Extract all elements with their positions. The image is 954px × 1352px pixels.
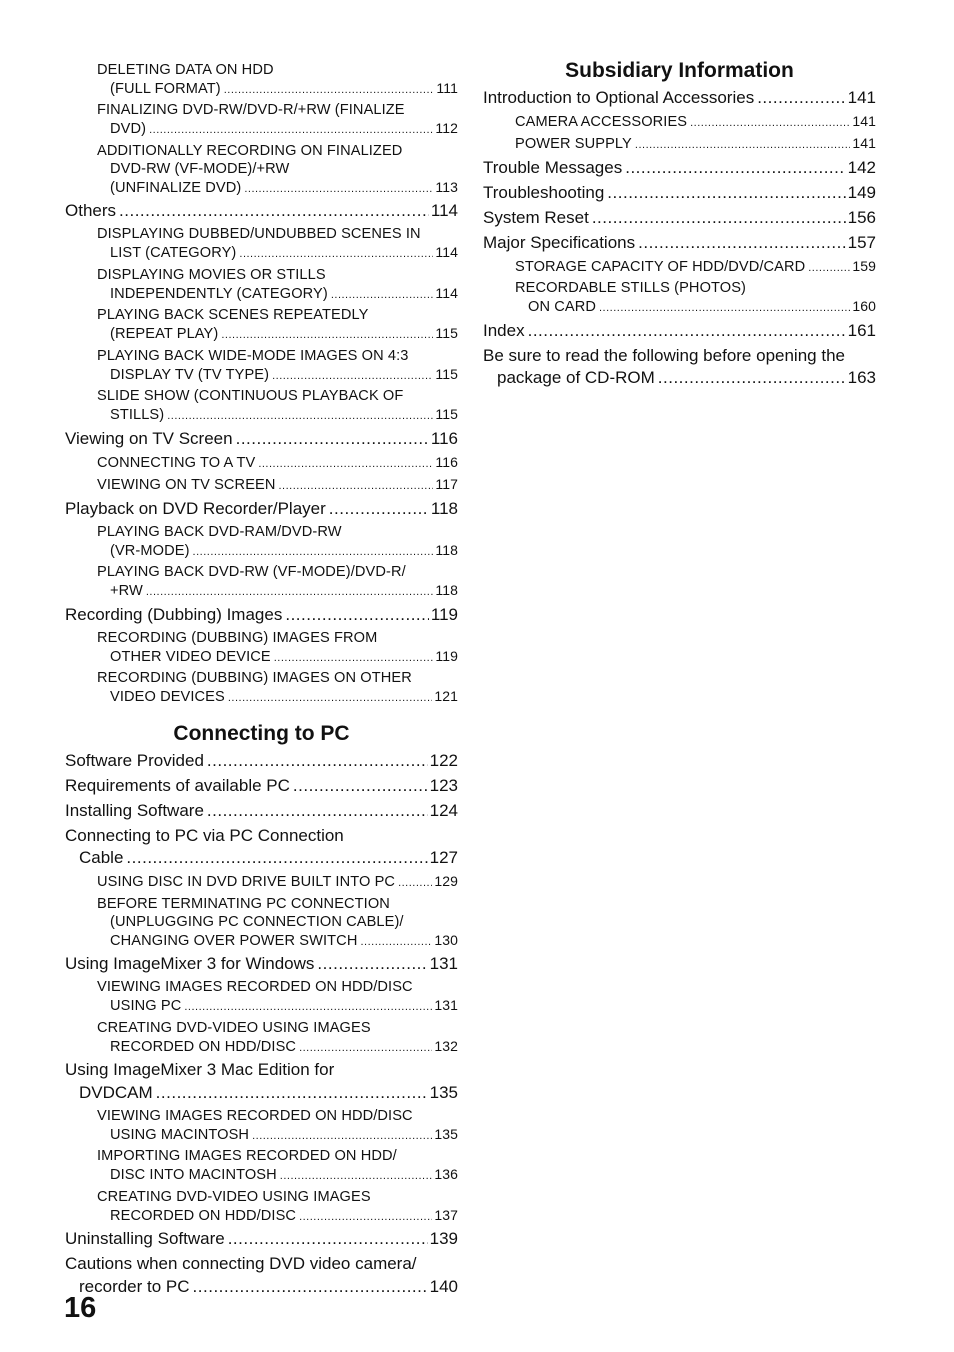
toc-entry-text: DISPLAYING DUBBED/UNDUBBED SCENES IN bbox=[97, 226, 421, 242]
toc-entry-power-supply[interactable] bbox=[483, 134, 876, 154]
toc-entry-text: ADDITIONALLY RECORDING ON FINALIZED bbox=[97, 142, 403, 159]
dot-leader bbox=[280, 1167, 433, 1185]
toc-entry-text: Major Specifications bbox=[483, 232, 636, 252]
dot-leader bbox=[224, 81, 435, 99]
toc-page-number: 119 bbox=[435, 647, 458, 664]
toc-entry-using-imagemixer-3-mac-edition-for-dvdca[interactable] bbox=[65, 1059, 458, 1104]
toc-entry-text: LIST (CATEGORY) bbox=[110, 245, 237, 261]
toc-entry-before-terminating-pc-connection-unplugg[interactable] bbox=[65, 895, 458, 951]
toc-page-number: 116 bbox=[435, 453, 458, 470]
toc-page-number: 141 bbox=[847, 87, 876, 107]
toc-entry-text: PLAYING BACK SCENES REPEATEDLY bbox=[97, 307, 369, 323]
toc-entry-text: DELETING DATA ON HDD bbox=[97, 61, 274, 78]
toc-entry-playing-back-dvd-rw-vf-mode-dvd-r-rw[interactable] bbox=[65, 563, 458, 601]
toc-page-number: 139 bbox=[429, 1229, 458, 1248]
toc-entry-text: FINALIZING DVD-RW/DVD-R/+RW (FINALIZE bbox=[97, 102, 405, 118]
toc-page-number: 135 bbox=[434, 1125, 458, 1142]
toc-entry-introduction-to-optional-accessories[interactable] bbox=[483, 87, 876, 110]
toc-entry-deleting-data-on-hdd-full-format[interactable] bbox=[65, 61, 458, 99]
toc-page-number: 129 bbox=[434, 873, 458, 889]
dot-leader bbox=[299, 1039, 432, 1057]
toc-page-number: 135 bbox=[429, 1082, 458, 1102]
toc-entry-recordable-stills-photos-on-card[interactable] bbox=[483, 279, 876, 317]
toc-entry-requirements-of-available-pc[interactable] bbox=[65, 775, 458, 798]
dot-leader bbox=[272, 367, 433, 385]
toc-entry-text: CREATING DVD-VIDEO USING IMAGES bbox=[97, 1188, 371, 1205]
toc-page-number: 127 bbox=[429, 848, 458, 867]
toc-entry-text: SLIDE SHOW (CONTINUOUS PLAYBACK OF bbox=[97, 388, 404, 404]
toc-entry-text: RECORDING (DUBBING) IMAGES ON OTHER bbox=[97, 670, 412, 686]
toc-page-number: 122 bbox=[429, 750, 458, 770]
toc-page-number: 111 bbox=[436, 79, 458, 96]
toc-entry-text: Using ImageMixer 3 Mac Edition for bbox=[65, 1060, 335, 1079]
toc-entry-text: BEFORE TERMINATING PC CONNECTION bbox=[97, 895, 390, 912]
toc-page-number: 118 bbox=[435, 582, 458, 598]
toc-page-number: 161 bbox=[847, 320, 876, 340]
toc-page-number: 117 bbox=[435, 476, 458, 492]
toc-entry-text: Uninstalling Software bbox=[65, 1229, 225, 1248]
toc-entry-major-specifications[interactable] bbox=[483, 232, 876, 255]
toc-entry-finalizing-dvd-rw-dvd-r-rw-finalize-dvd[interactable] bbox=[65, 101, 458, 139]
toc-entry-importing-images-recorded-on-hdd-disc-in[interactable] bbox=[65, 1147, 458, 1185]
toc-entry-connecting-to-pc-via-pc-connection-cable[interactable] bbox=[65, 825, 458, 870]
toc-page-number: 136 bbox=[434, 1166, 458, 1182]
toc-entry-cautions-when-connecting-dvd-video-camer[interactable] bbox=[65, 1253, 458, 1298]
toc-entry-text: Viewing on TV Screen bbox=[65, 428, 233, 448]
dot-leader bbox=[239, 245, 433, 263]
toc-page-number: 118 bbox=[435, 541, 458, 558]
toc-entry-text: DVDCAM bbox=[79, 1082, 153, 1102]
toc-entry-using-disc-in-dvd-drive-built-into-pc[interactable] bbox=[65, 872, 458, 892]
dot-leader bbox=[528, 320, 846, 343]
toc-entry-text: USING DISC IN DVD DRIVE BUILT INTO PC bbox=[97, 874, 396, 890]
toc-entry-displaying-dubbed-undubbed-scenes-in-lis[interactable] bbox=[65, 225, 458, 263]
toc-entry-text: INDEPENDENTLY (CATEGORY) bbox=[110, 285, 328, 302]
dot-leader bbox=[236, 428, 429, 451]
toc-entry-text: CREATING DVD-VIDEO USING IMAGES bbox=[97, 1019, 371, 1036]
toc-entry-text: Connecting to PC via PC Connection bbox=[65, 825, 344, 845]
dot-leader bbox=[360, 933, 432, 951]
dot-leader bbox=[398, 874, 432, 892]
toc-entry-viewing-images-recorded-on-hdd-disc-usin[interactable] bbox=[65, 1107, 458, 1145]
toc-entry-text: RECORDED ON HDD/DISC bbox=[110, 1207, 297, 1224]
toc-entry-be-sure-to-read-the-following-before-ope[interactable] bbox=[483, 345, 876, 390]
toc-page-number: 159 bbox=[852, 257, 876, 274]
toc-left-column bbox=[65, 58, 458, 1298]
toc-entry-text: POWER SUPPLY bbox=[515, 136, 632, 152]
dot-leader bbox=[690, 114, 850, 132]
toc-entry-text: +RW bbox=[110, 583, 143, 599]
dot-leader bbox=[193, 1276, 428, 1299]
toc-page-number: 140 bbox=[429, 1276, 458, 1296]
toc-entry-text: Cable bbox=[79, 848, 124, 867]
toc-page-number: 114 bbox=[435, 244, 458, 260]
toc-page-number: 115 bbox=[435, 365, 458, 382]
toc-entry-text: DISC INTO MACINTOSH bbox=[110, 1167, 277, 1183]
toc-entry-text: Index bbox=[483, 320, 525, 340]
dot-leader bbox=[221, 326, 433, 344]
toc-entry-text: STORAGE CAPACITY OF HDD/DVD/CARD bbox=[515, 258, 806, 275]
toc-page-number: 149 bbox=[847, 182, 876, 202]
toc-page-number: 119 bbox=[430, 604, 458, 624]
toc-entry-text: (VR-MODE) bbox=[110, 542, 190, 559]
dot-leader bbox=[592, 207, 846, 230]
toc-entry-recording-dubbing-images[interactable] bbox=[65, 604, 458, 627]
toc-entry-text: CHANGING OVER POWER SWITCH bbox=[110, 932, 358, 949]
toc-entry-text: USING MACINTOSH bbox=[110, 1126, 250, 1143]
toc-entry-text: recorder to PC bbox=[79, 1276, 190, 1296]
toc-entry-others[interactable] bbox=[65, 200, 458, 223]
toc-entry-text: Installing Software bbox=[65, 800, 204, 820]
toc-entry-text: VIEWING ON TV SCREEN bbox=[97, 477, 276, 493]
toc-entry-viewing-on-tv-screen[interactable] bbox=[65, 475, 458, 495]
toc-entry-viewing-images-recorded-on-hdd-disc-usin[interactable] bbox=[65, 978, 458, 1016]
toc-entry-creating-dvd-video-using-images-recorded[interactable] bbox=[65, 1019, 458, 1057]
toc-entry-software-provided[interactable] bbox=[65, 750, 458, 773]
toc-entry-text: Troubleshooting bbox=[483, 182, 605, 202]
toc-entry-text: Others bbox=[65, 201, 117, 220]
toc-entry-creating-dvd-video-using-images-recorded[interactable] bbox=[65, 1188, 458, 1226]
dot-leader bbox=[299, 1208, 432, 1226]
toc-page-number: 114 bbox=[435, 284, 458, 301]
toc-entry-text: System Reset bbox=[483, 207, 589, 227]
dot-leader bbox=[119, 200, 429, 223]
toc-entry-text: OTHER VIDEO DEVICE bbox=[110, 648, 271, 665]
toc-entry-text: IMPORTING IMAGES RECORDED ON HDD/ bbox=[97, 1148, 397, 1164]
toc-entry-text: DISPLAY TV (TV TYPE) bbox=[110, 366, 270, 383]
toc-entry-text: VIEWING IMAGES RECORDED ON HDD/DISC bbox=[97, 1107, 413, 1124]
toc-entry-displaying-movies-or-stills-independentl[interactable] bbox=[65, 266, 458, 304]
toc-page-number: 137 bbox=[434, 1206, 458, 1223]
dot-leader bbox=[274, 649, 434, 667]
dot-leader bbox=[228, 689, 432, 707]
toc-entry-text: Be sure to read the following before opening the bbox=[483, 345, 845, 365]
toc-entry-text: PLAYING BACK DVD-RAM/DVD-RW bbox=[97, 523, 342, 540]
toc-entry-text: Requirements of available PC bbox=[65, 775, 290, 795]
toc-entry-text: CAMERA ACCESSORIES bbox=[515, 113, 688, 130]
toc-entry-trouble-messages[interactable] bbox=[483, 157, 876, 180]
toc-entry-text: (UNFINALIZE DVD) bbox=[110, 179, 242, 196]
toc-page-number: 112 bbox=[435, 120, 458, 136]
toc-entry-text: VIDEO DEVICES bbox=[110, 689, 225, 705]
toc-entry-text: DVD-RW (VF-MODE)/+RW bbox=[110, 160, 290, 177]
dot-leader bbox=[207, 800, 428, 823]
toc-entry-uninstalling-software[interactable] bbox=[65, 1228, 458, 1251]
dot-leader bbox=[293, 775, 428, 798]
toc-entry-playing-back-scenes-repeatedly-repeat-pl[interactable] bbox=[65, 306, 458, 344]
toc-page-number: 141 bbox=[852, 135, 876, 151]
dot-leader bbox=[156, 1082, 428, 1105]
toc-entry-recording-dubbing-images-from-other-vide[interactable] bbox=[65, 629, 458, 667]
toc-entry-playback-on-dvd-recorder-player[interactable] bbox=[65, 498, 458, 521]
dot-leader bbox=[625, 157, 845, 180]
toc-entry-text: RECORDABLE STILLS (PHOTOS) bbox=[515, 280, 747, 296]
toc-page-number: 156 bbox=[847, 207, 876, 227]
toc-entry-text: package of CD-ROM bbox=[497, 368, 655, 387]
toc-page-number: 114 bbox=[430, 201, 458, 220]
toc-entry-playing-back-wide-mode-images-on-4-3-dis[interactable] bbox=[65, 347, 458, 385]
toc-page-number: 131 bbox=[429, 954, 458, 973]
toc-page-number: 113 bbox=[435, 178, 458, 195]
dot-leader bbox=[207, 750, 428, 773]
toc-entry-troubleshooting[interactable] bbox=[483, 182, 876, 205]
toc-page-number: 121 bbox=[434, 688, 458, 704]
toc-entry-using-imagemixer-3-for-windows[interactable] bbox=[65, 953, 458, 976]
toc-entry-camera-accessories[interactable] bbox=[483, 112, 876, 132]
dot-leader bbox=[329, 498, 429, 521]
toc-entry-text: VIEWING IMAGES RECORDED ON HDD/DISC bbox=[97, 979, 413, 995]
toc-entry-index[interactable] bbox=[483, 320, 876, 343]
dot-leader bbox=[635, 136, 850, 154]
toc-entry-text: PLAYING BACK DVD-RW (VF-MODE)/DVD-R/ bbox=[97, 564, 406, 580]
dot-leader bbox=[285, 604, 429, 627]
dot-leader bbox=[184, 998, 432, 1016]
toc-entry-text: (FULL FORMAT) bbox=[110, 80, 221, 97]
toc-entry-text: CONNECTING TO A TV bbox=[97, 454, 256, 471]
toc-page-number: 142 bbox=[847, 157, 876, 177]
toc-page-number: 115 bbox=[435, 325, 458, 341]
toc-entry-text: Introduction to Optional Accessories bbox=[483, 87, 755, 107]
dot-leader bbox=[658, 367, 846, 390]
dot-leader bbox=[193, 543, 434, 561]
dot-leader bbox=[126, 847, 427, 870]
dot-leader bbox=[331, 286, 434, 304]
section-title-connecting-to-pc: Connecting to PC bbox=[173, 722, 350, 745]
dot-leader bbox=[244, 180, 433, 198]
dot-leader bbox=[808, 259, 850, 277]
toc-entry-text: (UNPLUGGING PC CONNECTION CABLE)/ bbox=[110, 913, 404, 930]
toc-entry-connecting-to-a-tv[interactable] bbox=[65, 453, 458, 473]
dot-leader bbox=[638, 232, 846, 255]
dot-leader bbox=[317, 953, 427, 976]
dot-leader bbox=[279, 477, 434, 495]
dot-leader bbox=[228, 1228, 428, 1251]
toc-page-number: 160 bbox=[852, 298, 876, 314]
toc-entry-storage-capacity-of-hdd-dvd-card[interactable] bbox=[483, 257, 876, 277]
toc-entry-text: PLAYING BACK WIDE-MODE IMAGES ON 4:3 bbox=[97, 347, 409, 364]
dot-leader bbox=[167, 407, 433, 425]
toc-entry-viewing-on-tv-screen[interactable] bbox=[65, 428, 458, 451]
toc-entry-text: Trouble Messages bbox=[483, 157, 623, 177]
toc-entry-additionally-recording-on-finalized-dvd-[interactable] bbox=[65, 142, 458, 198]
dot-leader bbox=[258, 455, 433, 473]
toc-page-number: 124 bbox=[429, 800, 458, 820]
toc-entry-text: Cautions when connecting DVD video camera/ bbox=[65, 1254, 417, 1273]
toc-entry-installing-software[interactable] bbox=[65, 800, 458, 823]
toc-entry-text: Software Provided bbox=[65, 750, 204, 770]
toc-entry-text: USING PC bbox=[110, 998, 182, 1014]
toc-page-number: 115 bbox=[435, 406, 458, 422]
section-title-subsidiary-information: Subsidiary Information bbox=[565, 59, 794, 82]
toc-entry-system-reset[interactable] bbox=[483, 207, 876, 230]
dot-leader bbox=[607, 182, 845, 205]
toc-page-number: 118 bbox=[430, 498, 458, 518]
toc-page-number: 130 bbox=[434, 931, 458, 948]
dot-leader bbox=[757, 87, 845, 110]
toc-page-number: 132 bbox=[434, 1037, 458, 1054]
dot-leader bbox=[146, 583, 434, 601]
toc-right-column bbox=[483, 58, 876, 390]
toc-entry-text: Recording (Dubbing) Images bbox=[65, 604, 283, 624]
toc-page-number: 131 bbox=[434, 997, 458, 1013]
toc-entry-text: RECORDED ON HDD/DISC bbox=[110, 1038, 297, 1055]
toc-page-number: 141 bbox=[852, 112, 876, 129]
page-number: 16 bbox=[64, 1292, 97, 1324]
toc-entry-recording-dubbing-images-on-other-video-[interactable] bbox=[65, 669, 458, 707]
toc-entry-text: ON CARD bbox=[528, 299, 596, 315]
toc-entry-text: DISPLAYING MOVIES OR STILLS bbox=[97, 266, 326, 283]
toc-page-number: 123 bbox=[429, 775, 458, 795]
dot-leader bbox=[252, 1127, 432, 1145]
toc-entry-text: STILLS) bbox=[110, 407, 165, 423]
toc-page-number: 163 bbox=[847, 368, 876, 387]
dot-leader bbox=[599, 299, 850, 317]
toc-page-number: 157 bbox=[847, 232, 876, 252]
toc-entry-text: Using ImageMixer 3 for Windows bbox=[65, 954, 315, 973]
toc-entry-text: (REPEAT PLAY) bbox=[110, 326, 219, 342]
toc-entry-slide-show-continuous-playback-of-stills[interactable] bbox=[65, 387, 458, 425]
toc-entry-playing-back-dvd-ram-dvd-rw-vr-mode[interactable] bbox=[65, 523, 458, 561]
toc-entry-text: RECORDING (DUBBING) IMAGES FROM bbox=[97, 629, 378, 646]
dot-leader bbox=[149, 121, 433, 139]
toc-page-number: 116 bbox=[430, 428, 458, 448]
toc-entry-text: DVD) bbox=[110, 121, 147, 137]
toc-entry-text: Playback on DVD Recorder/Player bbox=[65, 498, 326, 518]
